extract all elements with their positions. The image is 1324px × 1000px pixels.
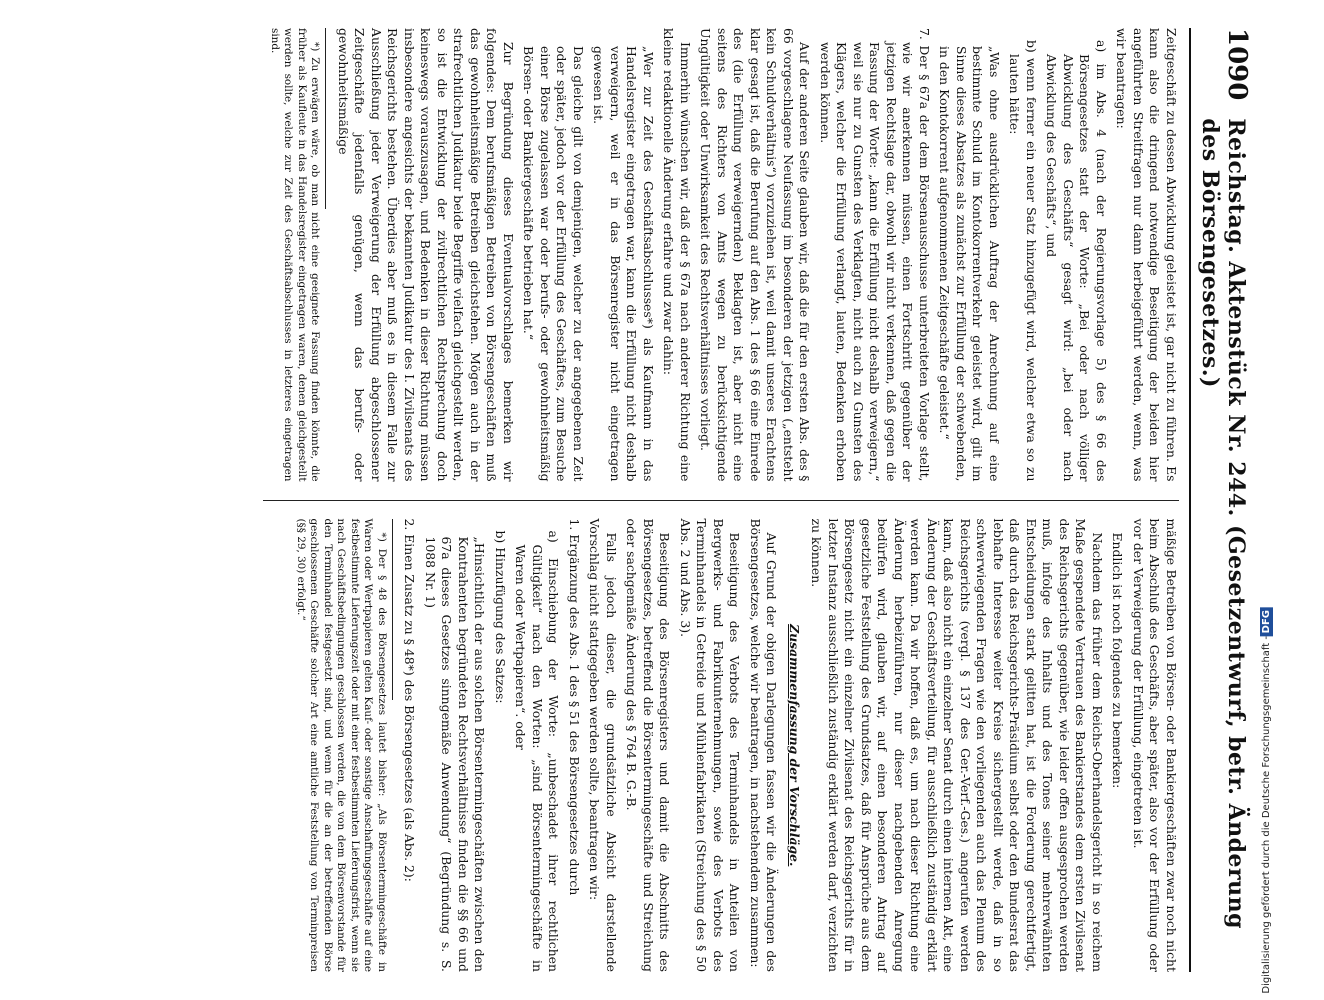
page-header (1189, 28, 1252, 972)
list-item: b) Hinzufügung des Satzes: (493, 530, 508, 704)
paragraph: Beseitigung des Börsenregisters und damit die Abschnitts des Börsengesetzes, betreffend die Börsentermingeschäfte und Streichung oder sachgemäße Änderung des § 764 B. G.-B. (624, 518, 673, 972)
list-item: 1. Ergänzung des Abs. 1 des § 51 des Börsengesetzes durch (567, 518, 582, 896)
digitization-credit (1248, 0, 1286, 1000)
paragraph: Nachdem das früher dem Reichs-Oberhandelsgericht in so reichem Maße gespendete Vertrauen des Bankierstandes dem ersten Zivilsenat des Reichsgerichts gegenüber, wie leider offen ausgesprochen werden muß, infolge des Inhalts und des Tones seiner mehrerwähnten Entscheidungen stark gelitten hat, ist die Forderung gerechtfertigt, daß durch das Reichsgerichts-Präsidium selbst oder den Bundesrat das lebhafte Interesse weiter Kreise sichergestellt werde, daß in so schwerwiegenden Fragen wie den vorliegenden auch das Plenum des Reichsgerichts (vergl. § 137 des Ger.-Verf.-Ges.) angerufen werden kann, daß also nicht ein einzelner Senat durch einen internen Akt, eine Änderung der Geschäftsverteilung, für ausschließlich zuständig erklärt werden kann. Da wir hoffen, daß es, um nach dieser Richtung eine Änderung herbeizuführen, nur dieser nachgebenden Anregung bedürfen wird, glauben wir, auf einen besonderen Antrag auf gesetzliche Feststellung des Grundsatzes, daß für Ansprüche aus dem Börsengesetz nicht ein einzelner Zivilsenat des Reichsgerichts für in letzter Instanz ausschließlich zuständig erklärt werden darf, verzichten zu können. (809, 518, 1105, 972)
list-item: 7. Der § 67a der dem Börsenausschusse unterbreiteten Vorlage stellt, wie wir anerkennen müssen, einen Fortschritt gegenüber der jetzigen Rechtslage dar, obwohl wir nicht verkennen, daß gegen die Fassung der Worte: „kann die Erfüllung nicht deshalb verweigern,“ weil sie nur zu Gunsten des Verklagten, nicht auch zu Gunsten des Klägers, welcher die Erfüllung verlangt, lauten, Bedenken erhoben werden können. (818, 28, 932, 482)
text-columns (263, 28, 1179, 972)
quotation: „Hinsichtlich der aus solchen Börsentermingeschäften zwischen den Kontrahenten begründeten Rechtsverhältnisse finden die §§ 66 und 67a dieses Gesetzes sinngemäße Anwendung“ (Begründung s. S. 1088 Nr. 1) (423, 536, 488, 972)
list-item: a) Einschiebung der Worte: „unbeschadet ihrer rechtlichen Gültigkeit“ nach den Worten: „sind Börsentermingeschäfte in Waren oder Wertpapieren“. oder (513, 530, 562, 972)
footnote: *) Der § 48 des Börsengesetzes lautet bisher: „Als Börsentermingeschäfte in Waren oder Wertpapieren gelten Kauf- oder sonstige Anschaffungsgeschäfte auf eine festbestimmte Lieferungszeit oder mit einer festbestimmten Lieferungsfrist, wenn sie nach Geschäftsbedingungen geschlossen werden, die von dem Börsenvorstande für den Terminhandel festgesetzt sind, und wenn für die an der betreffenden Börse geschlossenen Geschäfte solcher Art eine amtliche Feststellung von Terminpreisen (§§ 29, 30) erfolgt.“ (294, 518, 388, 972)
list-item: 2. Einen Zusatz zu § 48*) des Börsengesetzes (als Abs. 2): (402, 518, 418, 882)
document-page (90, 0, 1270, 1000)
quotation: „Wer zur Zeit des Geschäftsabschlusses*) als Kaufmann in das Handelsregister eingetragen war, kann die Erfüllung nicht deshalb verweigern, weil er in das Börsenregister nicht eingetragen gewesen ist. (591, 46, 656, 482)
page-number: 1090 (1222, 28, 1252, 101)
footnote-rule (326, 28, 327, 209)
quotation: Das gleiche gilt von demjenigen, welcher zu der angegebenen Zeit oder später, jedoch vor der Erfüllung des Geschäftes, zum Besuche einer Börse zugelassen war oder berufs- oder gewohnheitsmäßig Börsen- oder Bankiergeschäfte betrieben hat.“ (521, 46, 586, 482)
right-column (263, 519, 1179, 973)
paragraph: Falls jedoch dieser, die grundsätzliche Absicht darstellende Vorschlag nicht stattgegeben werden sollte, beantragen wir: (587, 518, 619, 972)
section-heading: Zusammenfassung der Vorschläge. (787, 624, 802, 867)
rotated-scan (90, 0, 1270, 1000)
paragraph: Immerhin wünschen wir, daß der § 67a nach anderer Richtung eine kleine redaktionelle Änderung erfahre und zwar dahin: (661, 28, 693, 482)
paragraph: mäßige Betreiben von Börsen- oder Bankiergeschäften zwar noch nicht beim Abschluß des Geschäfts, aber später, also vor der Erfüllung oder vor der Verweigerung der Erfüllung, eingetreten ist. (1131, 518, 1179, 972)
column-divider (263, 500, 1179, 501)
dfg-logo: DFG (1261, 607, 1274, 636)
footnote-rule (392, 519, 393, 700)
list-item: a) im Abs. 4 (nach der Regierungsvorlage 5) des § 66 des Börsengesetzes statt der Worte: „Bei oder nach völliger Abwicklung des Geschäfts“ gesagt wird: „bei oder nach Abwicklung des Geschäfts“, und (1044, 40, 1109, 482)
footnote: *) Zu erwägen wäre, ob man nicht eine geeignete Fassung finden könnte, die früher als Kaufleute in das Handelsregister eingetragen waren, denen gleichgestellt werden sollte, welche zur Zeit des Geschäftsabschlusses in letzteres eingetragen sind. (268, 28, 322, 482)
paragraph: Auf Grund der obigen Darlegungen fassen wir die Änderungen des Börsengesetzes, welche wir beantragen, in nachstehendem zusammen: (748, 518, 780, 972)
credit-text: Digitalisierung gefördert durch die Deutsche Forschungsgemeinschaft - (1261, 636, 1273, 994)
paragraph: Zeitgeschäft zu dessen Abwicklung geleistet ist, gar nicht zu führen. Es kann also die dringend notwendige Beseitigung der beiden hier angeführten Streitfragen nur dann herbeigeführt werden, wenn, was wir beantragen: (1114, 28, 1179, 482)
quotation: „Was ohne ausdrücklichen Auftrag der Anrechnung auf eine bestimmte Schuld im Kontokorrentverkehr geleistet wird, gilt im Sinne dieses Absatzes als zunächst zur Erfüllung der schwebenden, in den Kontokorrent aufgenommenen Zeitgeschäfte geleistet.“ (937, 46, 1002, 482)
paragraph: Beseitigung des Verbots des Terminhandels in Anteilen von Bergwerks- und Fabrikunternehmungen, sowie des Verbots des Terminhandels in Getreide und Mühlenfabrikaten (Streichung des § 50 Abs. 2 und Abs. 3). (678, 518, 743, 972)
paragraph: Auf der anderen Seite glauben wir, daß die für den ersten Abs. des § 66 vorgeschlagene Neufassung im besonderen der jetzigen („entsteht kein Schuldverhältnis“) vorzuziehen ist, weil damit unseres Erachtens klar gesagt ist, daß die Berufung auf den Abs. 1 des § 66 eine Einrede des (die Erfüllung verweigernden) Beklagten ist, aber nicht eine seitens des Richters von Amts wegen zu berücksichtigende Ungültigkeit oder Unwirksamkeit des Rechtsverhältnisses vorliegt. (698, 28, 813, 482)
left-column (263, 28, 1179, 482)
page-title: Reichstag. Aktenstück Nr. 244. (Gesetzentwurf, betr. Änderung des Börsengesetzes.) (1197, 118, 1249, 930)
paragraph: Zur Begründung dieses Eventualvorschlages bemerken wir folgendes: Dem berufsmäßigen Betreiben von Börsengeschäften muß das gewohnheitsmäßige Betreiben gleichstehen. Mögen auch in der strafrechtlichen Judikatur beide Begriffe vielfach gleichgestellt werden, so ist die Entwicklung der zivilrechtlichen Rechtsprechung doch keineswegs vorauszusagen, und Bedenken in dieser Richtung müssen insbesondere angesichts der bekannten Judikatur des I. Zivilsenats des Reichsgerichts bestehen. Überdies aber muß es in diesem Falle zur Ausschließung jeder Verweigerung der Erfüllung abgeschlossener Zeitgeschäfte jedenfalls genügen, wenn das berufs- oder gewohnheitsmäßige (336, 28, 516, 482)
paragraph: Endlich ist noch folgendes zu bemerken: (1110, 532, 1126, 789)
list-item: b) wenn ferner ein neuer Satz hinzugefügt wird, welcher etwa so zu lauten hätte: (1007, 40, 1039, 482)
